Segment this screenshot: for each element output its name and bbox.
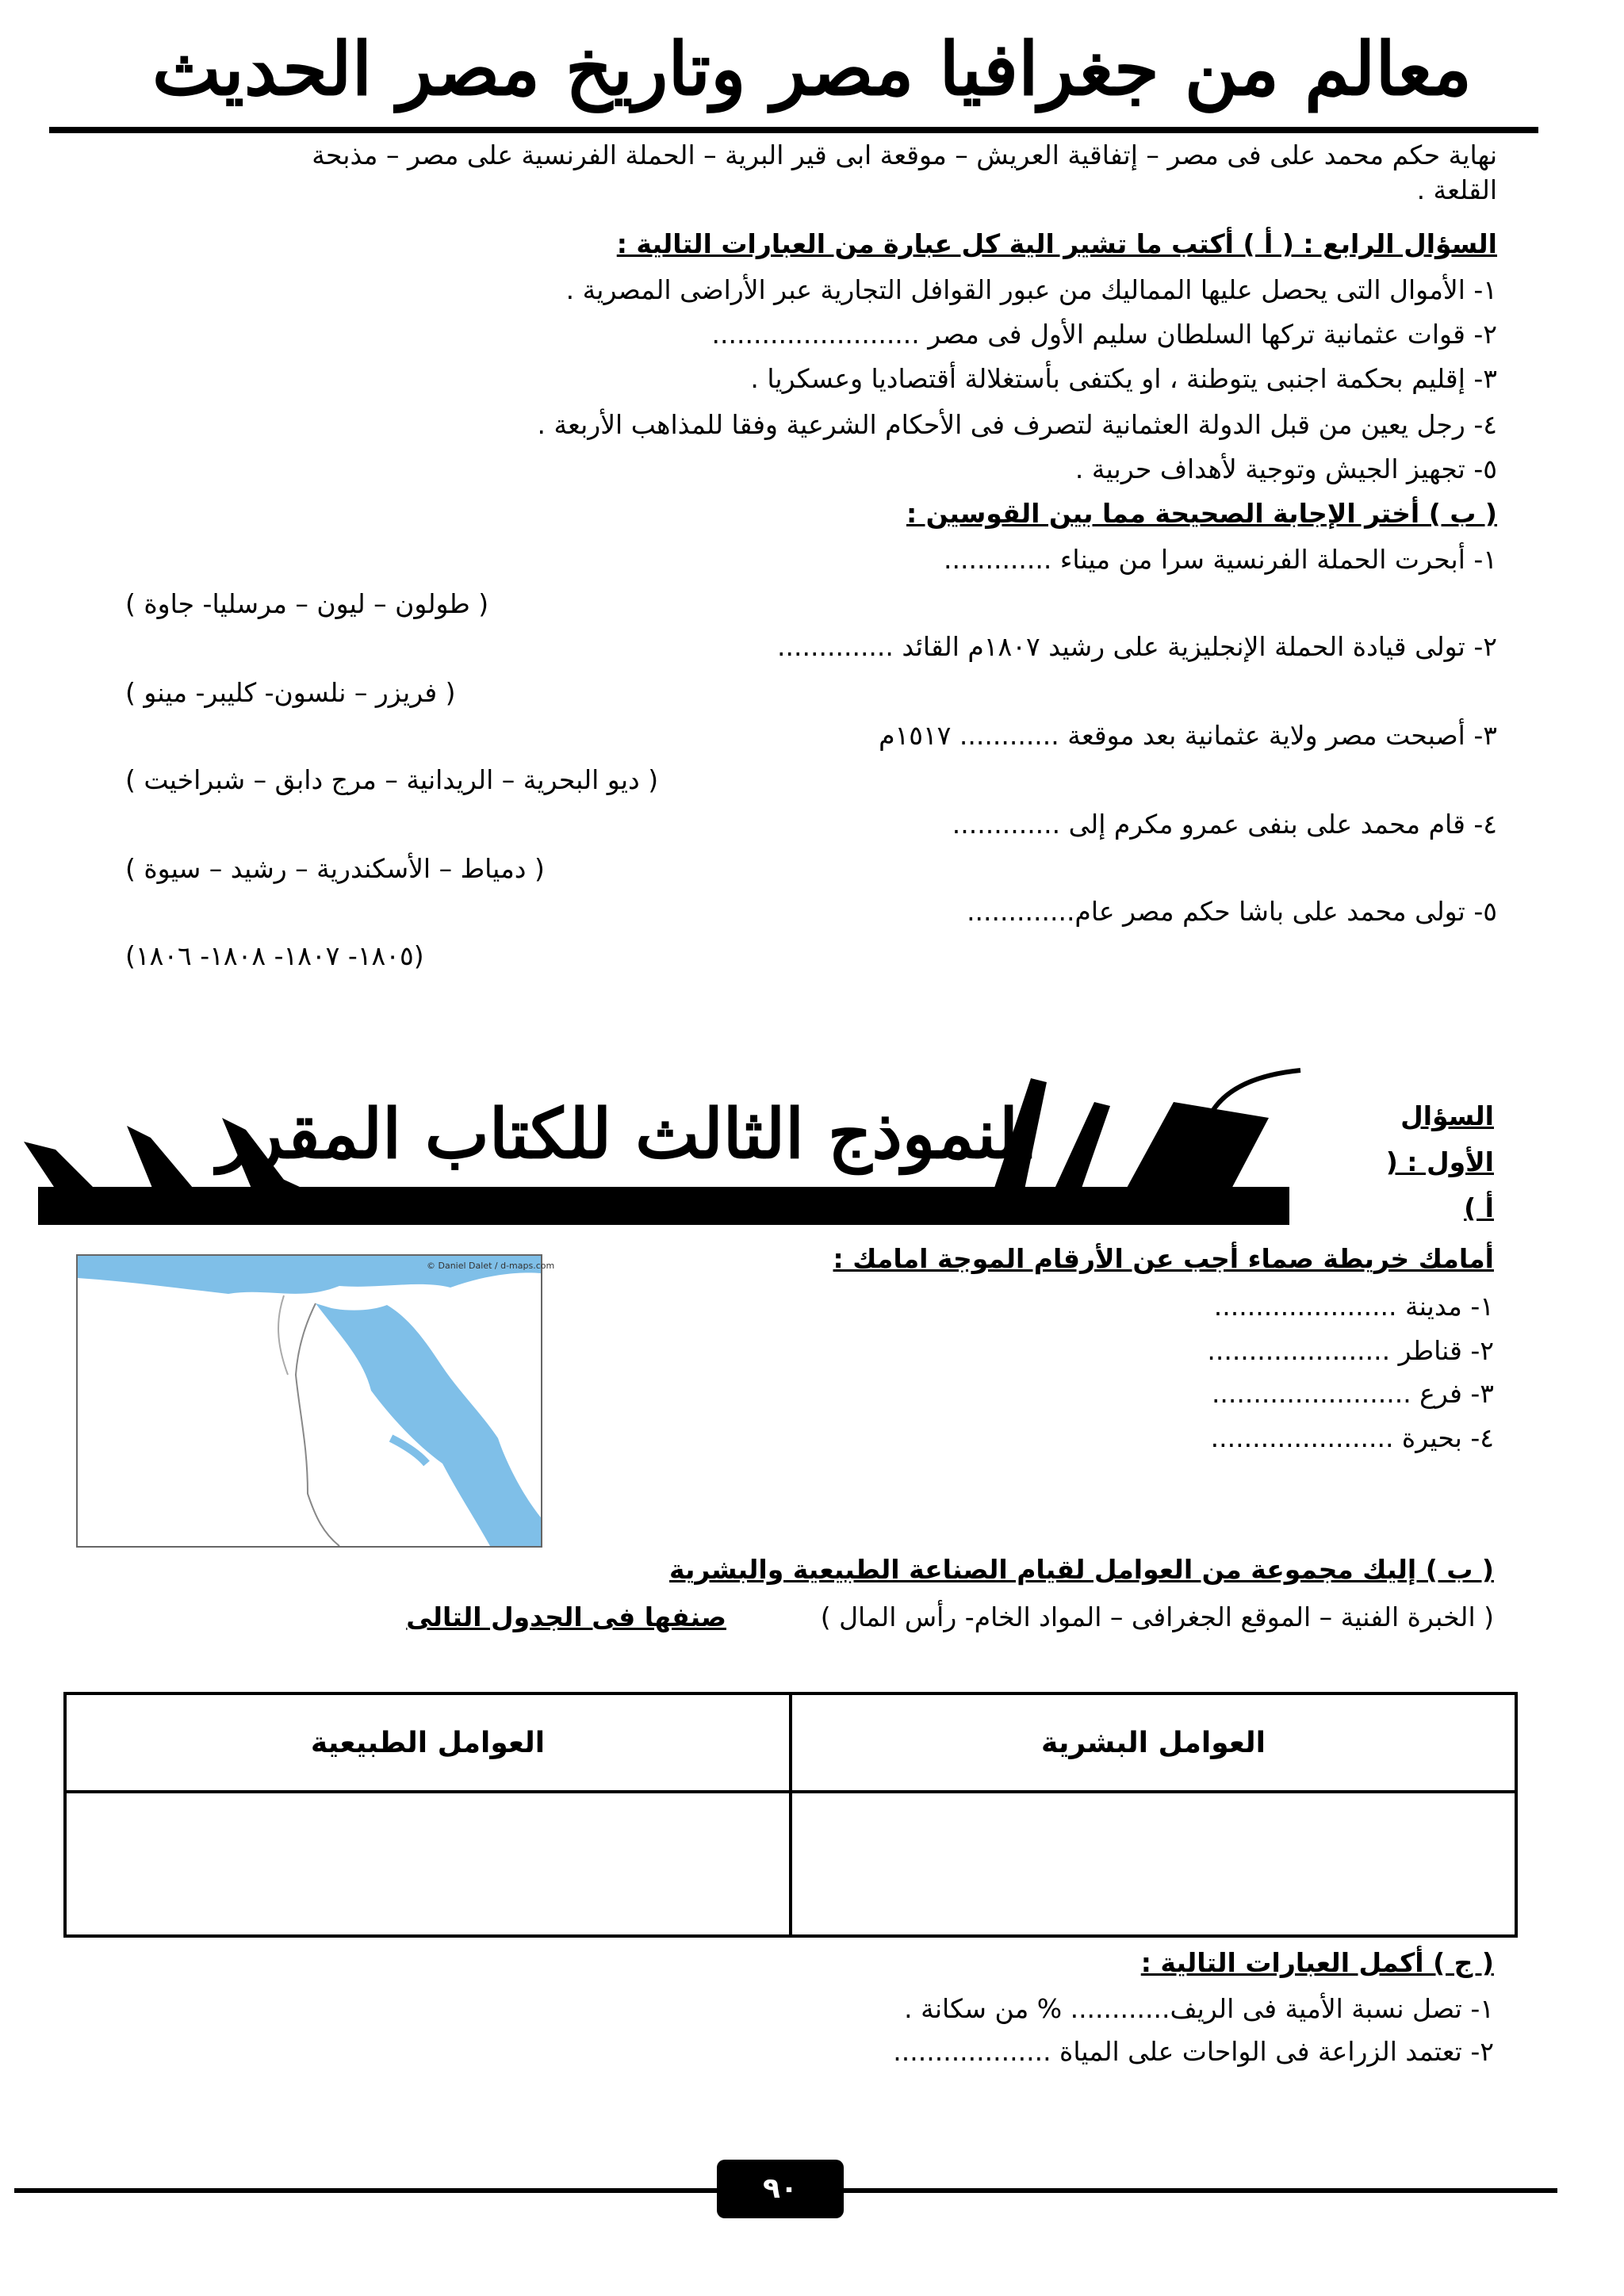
map-item-2: ٢- قناطر ......................	[1207, 1335, 1494, 1366]
factors-table	[63, 1692, 1518, 1938]
q1-label-3: أ )	[1464, 1192, 1494, 1223]
table-header-natural	[65, 1693, 791, 1792]
intro-line-2: القلعة .	[1416, 174, 1497, 205]
table-cell-human-answer[interactable]	[791, 1792, 1516, 1936]
q4-title-b: ( ب ) أختر الإجابة الصحيحة مما بين القوسين :	[906, 498, 1497, 529]
q4-b-question-2: ٢- تولى قيادة الحملة الإنجليزية على رشيد ١٨٠٧م القائد ..............	[777, 631, 1497, 662]
q1-label-2: الأول : (	[1385, 1146, 1494, 1177]
map-credit: © Daniel Dalet / d-maps.com	[427, 1261, 555, 1271]
q4-a-item-1: ١- الأموال التى يحصل عليها المماليك من عبور القوافل التجارية عبر الأراضى المصرية .	[565, 274, 1497, 305]
q4-b-options-5: (١٨٠٥- ١٨٠٧- ١٨٠٨- ١٨٠٦)	[125, 940, 424, 971]
q4-a-item-4: ٤- رجل يعين من قبل الدولة العثمانية لتصرف فى الأحكام الشرعية وفقا للمذاهب الأربعة .	[537, 409, 1497, 440]
intro-line-1: نهاية حكم محمد على فى مصر – إتفاقية العريش – موقعة ابى قير البرية – الحملة الفرنسية على مصر – مذبحة	[312, 140, 1497, 170]
q4-a-item-3: ٣- إقليم بحكمة اجنبى يتوطنة ، او يكتفى بأستغلالة أقتصاديا وعسكريا .	[750, 363, 1497, 394]
q1-label-1: السؤال	[1400, 1100, 1494, 1131]
factors-title: ( ب ) إليك مجموعة من العوامل لقيام الصناعة الطبيعية والبشرية	[669, 1554, 1494, 1585]
q4-b-options-3: ( ديو البحرية – الريدانية – مرج دابق – شبراخيت )	[125, 764, 659, 795]
map-item-4: ٤- بحيرة ......................	[1210, 1422, 1494, 1453]
table-cell-natural-answer[interactable]	[65, 1792, 791, 1936]
col-natural-label: العوامل الطبيعية	[310, 1726, 546, 1759]
q4-b-question-1: ١- أبحرت الحملة الفرنسية سرا من ميناء .............	[944, 544, 1497, 575]
q4-a-item-2: ٢- قوات عثمانية تركها السلطان سليم الأول فى مصر .........................	[711, 319, 1497, 350]
blank-map	[76, 1254, 555, 1548]
complete-item-2: ٢- تعتمد الزراعة فى الواحات على المياة ...................	[893, 2036, 1494, 2067]
page-number: ٩٠	[717, 2160, 844, 2218]
q4-b-options-1: ( طولون – ليون – مرسليا- جاوة )	[125, 588, 489, 619]
egypt-map-outline-icon	[78, 1256, 541, 1546]
page-title: معالم من جغرافيا مصر وتاريخ مصر الحديث	[151, 26, 1473, 112]
q4-a-item-5: ٥- تجهيز الجيش وتوجية لأهداف حربية .	[1074, 453, 1497, 484]
q4-title-a: السؤال الرابع : ( أ ) أكتب ما تشير الية كل عبارة من العبارات التالية :	[616, 228, 1497, 259]
q4-b-options-4: ( دمياط – الأسكندرية – رشيد – سيوة )	[125, 853, 545, 884]
q4-b-question-4: ٤- قام محمد على بنفى عمرو مكرم إلى .............	[952, 809, 1497, 840]
q4-b-options-2: ( فريزر – نلسون- كليبر- مينو )	[125, 677, 456, 708]
map-title: أمامك خريطة صماء أجب عن الأرقام الموجة امامك :	[833, 1243, 1494, 1274]
factors-instruction: صنفها فى الجدول التالى	[406, 1601, 726, 1632]
banner-title: النموذج الثالث للكتاب المقرر	[216, 1094, 1037, 1174]
q4-b-question-3: ٣- أصبحت مصر ولاية عثمانية بعد موقعة ............ ١٥١٧م	[879, 720, 1497, 751]
header-rule	[49, 127, 1538, 133]
complete-item-1: ١- تصل نسبة الأمية فى الريف............ % من سكانة .	[904, 1993, 1494, 2024]
table-header-human	[791, 1693, 1516, 1792]
map-item-3: ٣- فرع ........................	[1211, 1378, 1494, 1409]
map-item-1: ١- مدينة ......................	[1213, 1291, 1494, 1322]
factors-options: ( الخبرة الفنية – الموقع الجغرافى – المواد الخام- رأس المال )	[820, 1601, 1494, 1632]
complete-title: ( ج ) أكمل العبارات التالية :	[1140, 1947, 1494, 1978]
q4-b-question-5: ٥- تولى محمد على باشا حكم مصر عام.............	[967, 896, 1497, 927]
col-human-label: العوامل البشرية	[1041, 1726, 1266, 1759]
